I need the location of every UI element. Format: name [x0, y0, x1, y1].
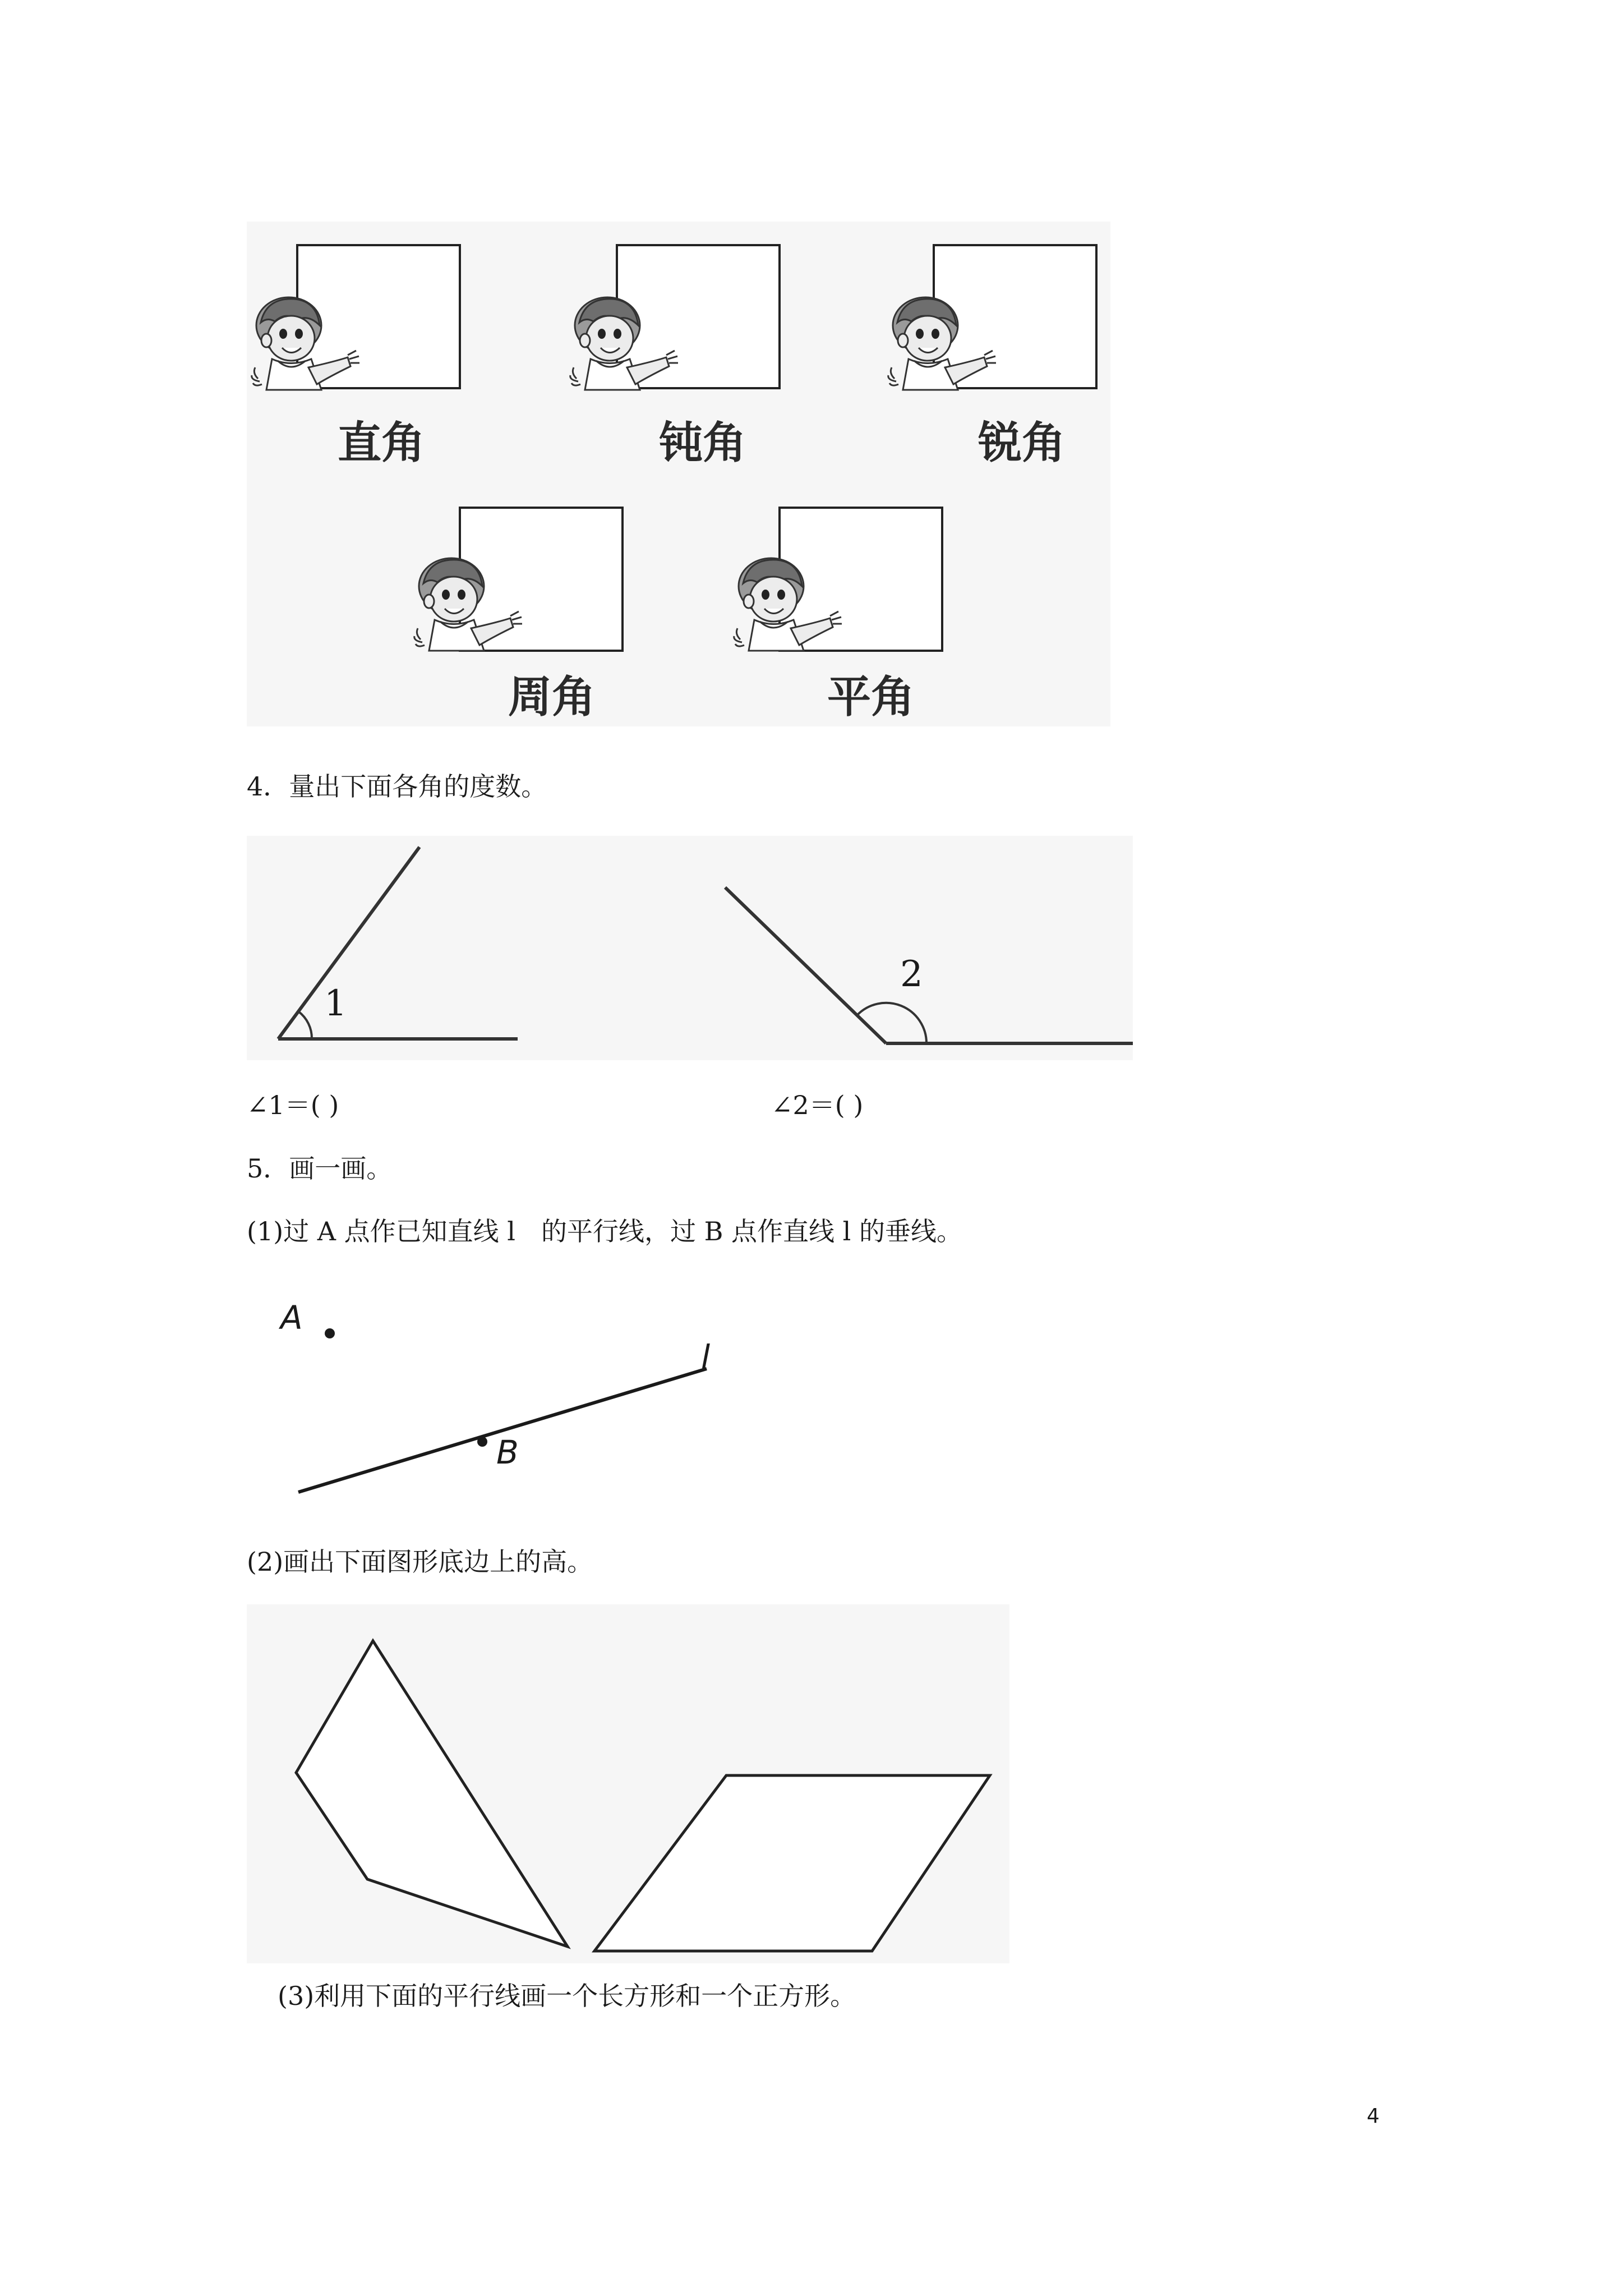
label-obtuse-angle: 钝角	[658, 418, 746, 468]
angle-1-answer: ∠1＝( )	[247, 1090, 339, 1120]
angle-2-mark: 2	[900, 954, 923, 995]
line-l-figure	[247, 1273, 808, 1520]
question-5-part-1: (1)过 A 点作已知直线 l 的平行线，过 B 点作直线 l 的垂线。	[247, 1216, 962, 1246]
angle-2-upper-ray	[725, 887, 886, 1043]
label-right-angle: 直角	[337, 418, 425, 468]
line-l	[298, 1369, 707, 1492]
point-b-dot	[477, 1437, 487, 1447]
angle-cards-figure	[247, 222, 1110, 726]
question-5-prompt: 5．画一画。	[247, 1153, 393, 1184]
label-straight-angle: 平角	[827, 672, 915, 723]
question-5-part-2: (2)画出下面图形底边上的高。	[247, 1547, 593, 1577]
angle-2-answer: ∠2＝( )	[771, 1090, 864, 1120]
angle-1-upper-ray	[278, 847, 419, 1039]
angle-1-arc	[298, 1011, 312, 1039]
angle-1-mark: 1	[324, 983, 347, 1024]
page-number: 4	[1367, 2105, 1380, 2128]
label-full-angle: 周角	[508, 672, 596, 723]
point-b-label: B	[496, 1433, 519, 1471]
shapes-figure	[247, 1604, 1009, 1963]
triangle-shape	[296, 1641, 568, 1947]
point-a-dot	[325, 1328, 335, 1338]
parallelogram-shape	[594, 1775, 990, 1951]
question-5-part-3: (3)利用下面的平行线画一个长方形和一个正方形。	[278, 1981, 856, 2011]
point-a-label: A	[280, 1299, 303, 1337]
label-acute-angle: 锐角	[978, 418, 1066, 468]
angles-figure	[247, 836, 1133, 1060]
line-l-label: l	[701, 1338, 711, 1376]
question-4-prompt: 4．量出下面各角的度数。	[247, 771, 547, 802]
